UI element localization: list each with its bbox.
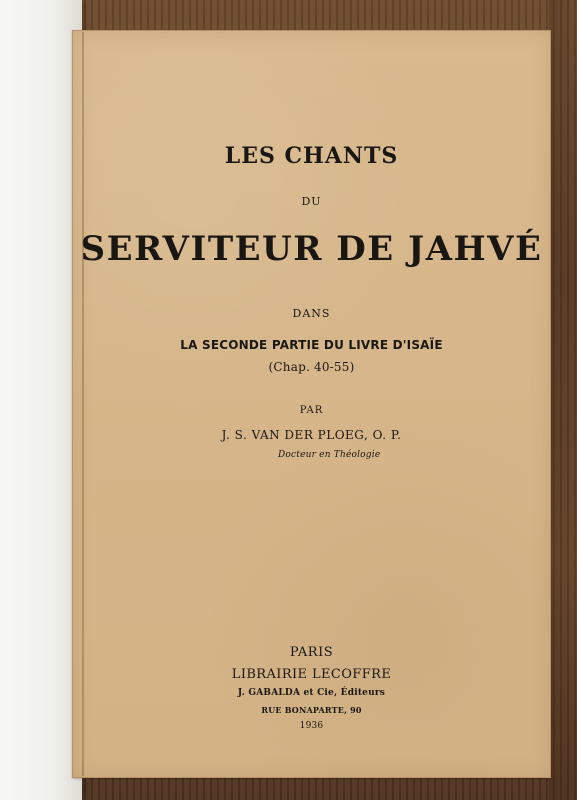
book-title-page [72,30,551,778]
author-name: J. S. VAN DER PLOEG, O. P. [221,428,402,442]
chapter-range: (Chap. 40-55) [268,360,355,374]
publication-year: 1936 [299,721,324,731]
title-line-2: SERVITEUR DE JAHVÉ [80,229,543,269]
blank-page [0,0,82,800]
author-degree: Docteur en Théologie [278,450,381,460]
byline-intro: PAR [299,405,324,416]
publication-city: PARIS [289,645,334,660]
publisher-address: RUE BONAPARTE, 90 [261,705,362,715]
publisher-name: LIBRAIRIE LECOFFRE [231,667,392,682]
wood-edge-shadow [549,0,577,800]
editor-name: J. GABALDA et Cie, Éditeurs [237,688,386,698]
connector-dans: DANS [292,307,331,320]
title-line-1: LES CHANTS [224,143,399,169]
spine-shadow [82,32,84,776]
connector-du: DU [301,195,322,208]
subtitle: LA SECONDE PARTIE DU LIVRE D'ISAÏE [180,338,443,352]
